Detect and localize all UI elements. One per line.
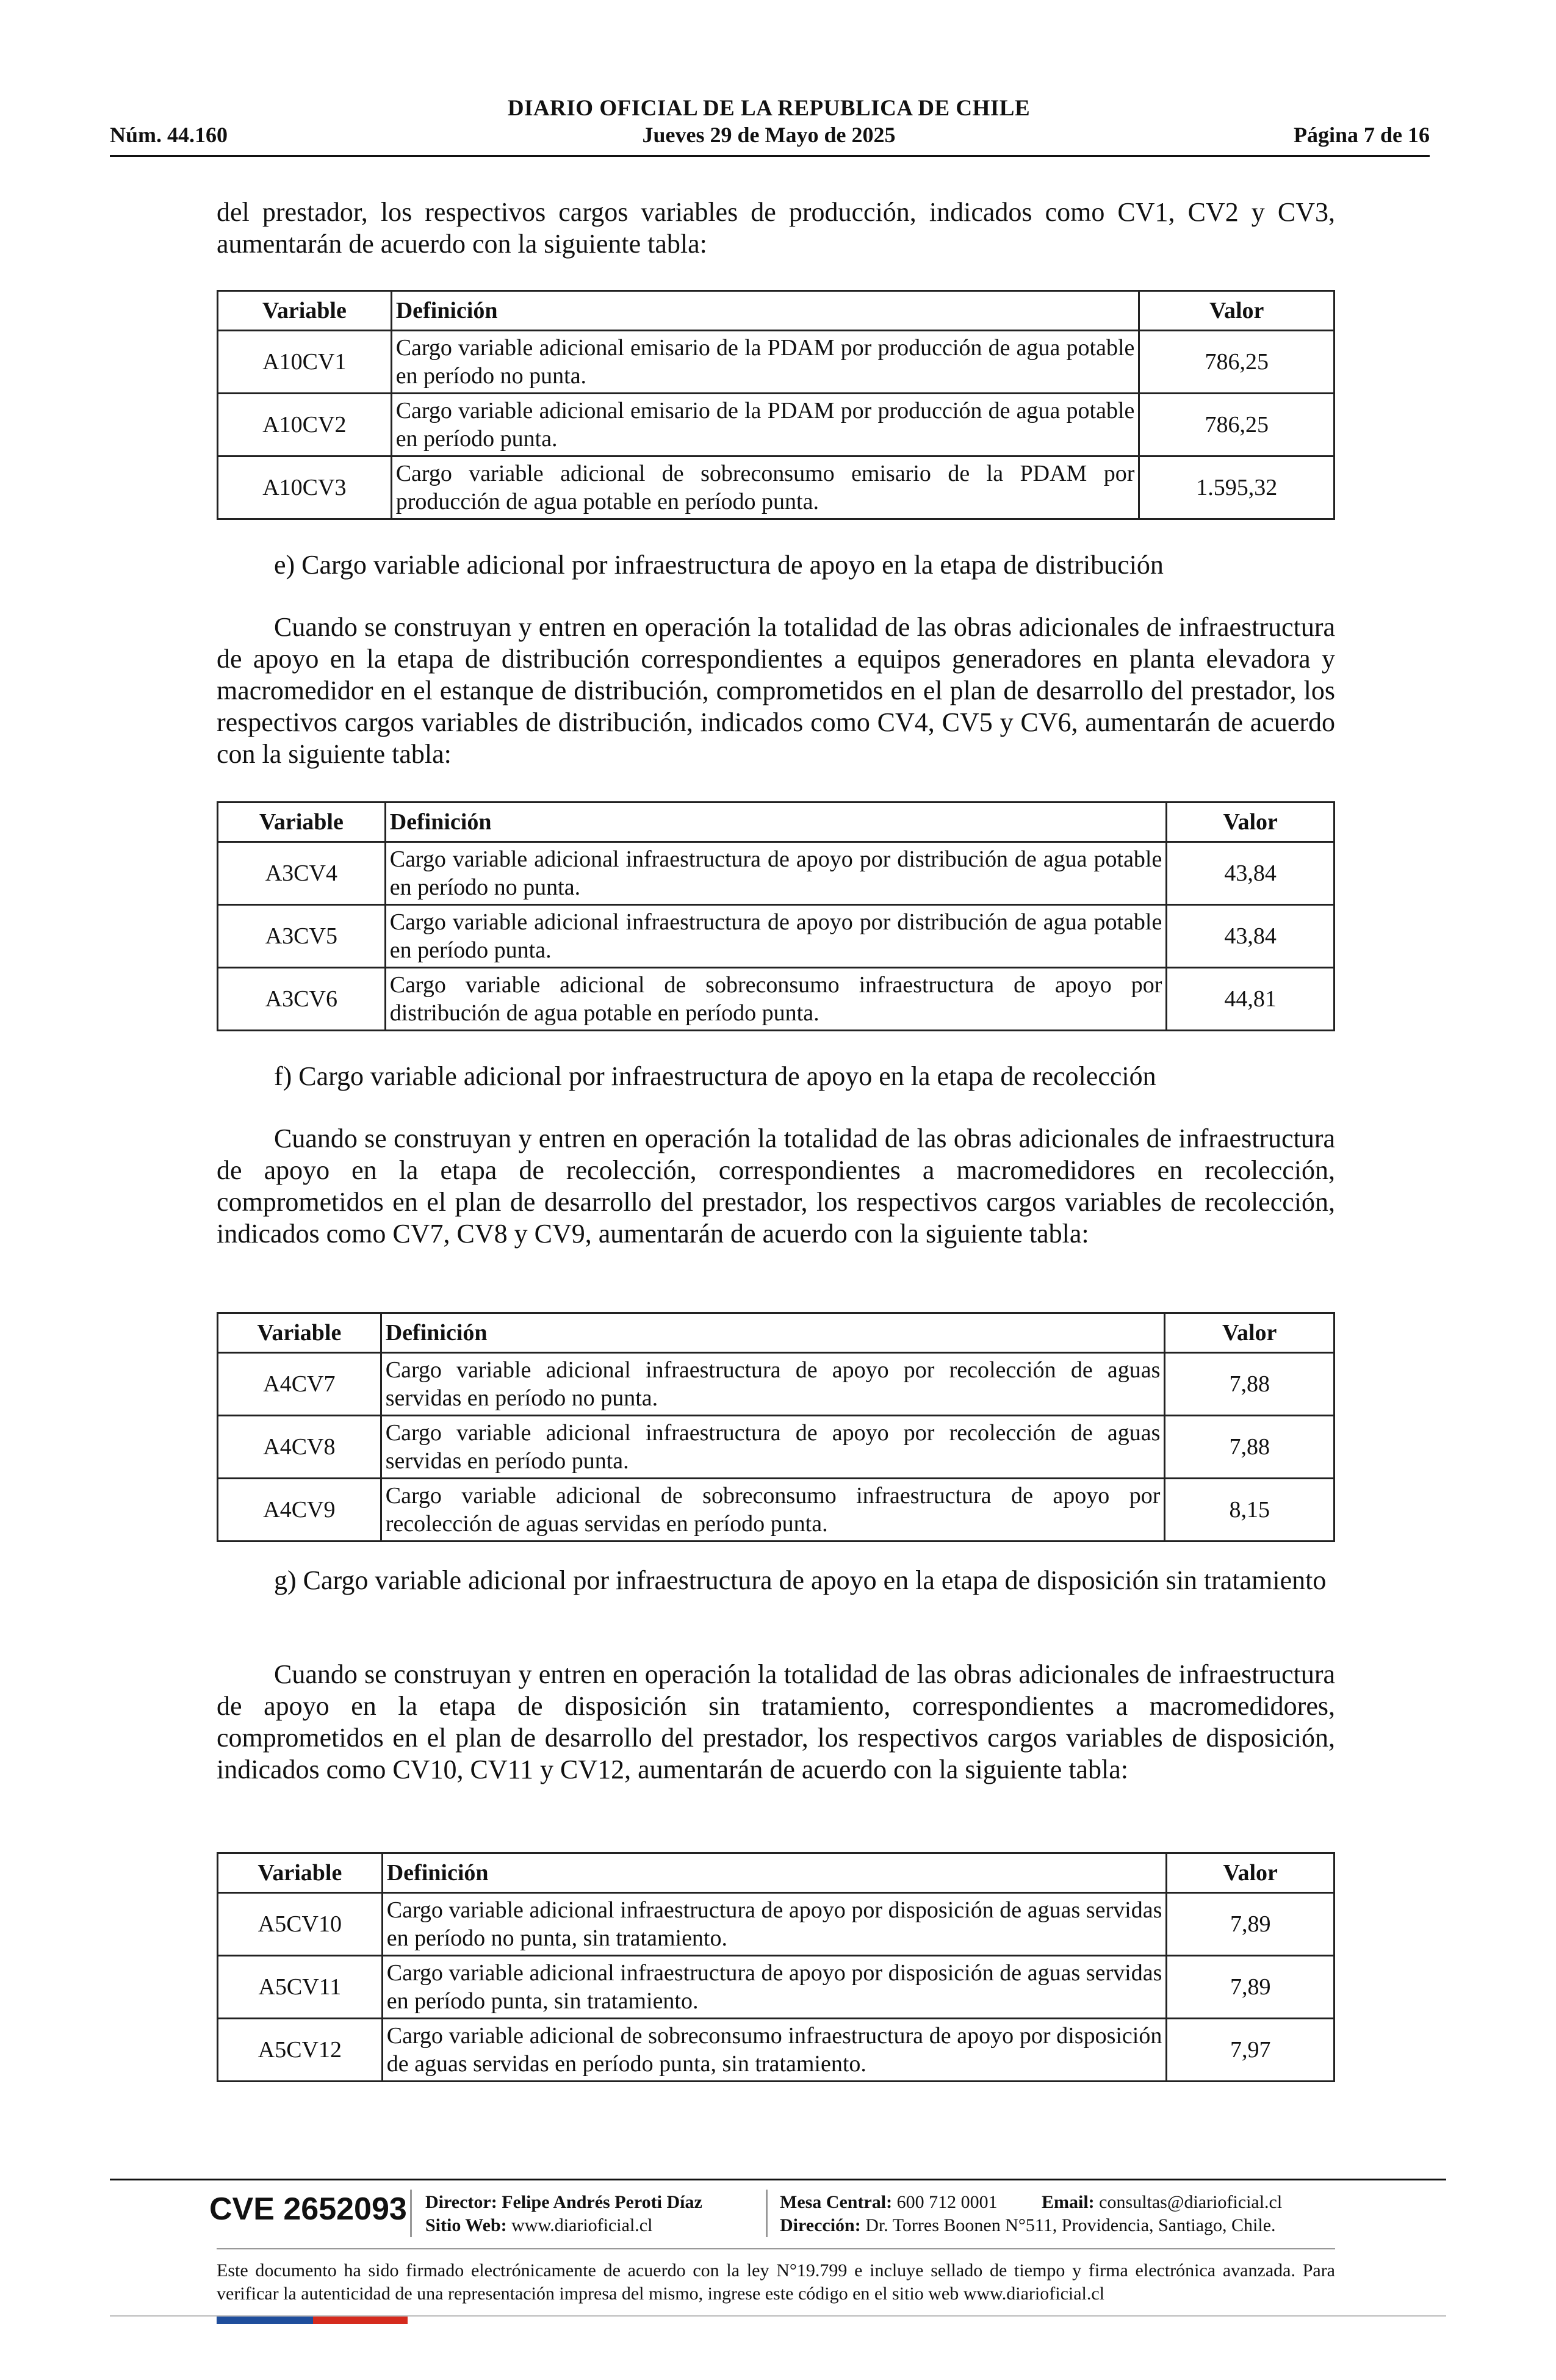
cell-definicion: Cargo variable adicional de sobreconsumo infraestructura de apoyo por recolección de aguas servidas en período punta. xyxy=(381,1479,1165,1542)
website-label: Sitio Web: xyxy=(425,2215,507,2235)
cell-variable: A10CV1 xyxy=(218,331,392,394)
table-disposicion xyxy=(217,1852,1335,2082)
section-e-heading: e) Cargo variable adicional por infraestructura de apoyo en la etapa de distribución xyxy=(274,550,1164,580)
column-header-definicion: Definición xyxy=(391,291,1139,331)
column-header-valor: Valor xyxy=(1167,802,1334,842)
mesa-label: Mesa Central: xyxy=(780,2192,893,2212)
email-link[interactable]: consultas@diarioficial.cl xyxy=(1099,2192,1283,2212)
header-divider xyxy=(110,155,1430,157)
section-f-paragraph: Cuando se construyan y entren en operación la totalidad de las obras adicionales de infraestructura de apoyo en la etapa de recolección, correspondientes a macromedidores en recolección, comprometidos en el plan de desarrollo del prestador, los respectivos cargos variables de recolección, indicados como CV7, CV8 y CV9, aumentarán de acuerdo con la siguiente tabla: xyxy=(217,1123,1335,1249)
cell-variable: A10CV2 xyxy=(218,394,392,456)
cell-valor: 786,25 xyxy=(1139,331,1334,394)
table-row xyxy=(218,331,1334,394)
cell-definicion: Cargo variable adicional infraestructura de apoyo por recolección de aguas servidas en período no punta. xyxy=(381,1353,1165,1416)
cell-variable: A10CV3 xyxy=(218,456,392,519)
table-row xyxy=(218,905,1334,968)
cell-valor: 43,84 xyxy=(1167,842,1334,905)
cell-valor: 7,89 xyxy=(1167,1893,1334,1956)
table-row xyxy=(218,1416,1334,1479)
column-header-variable: Variable xyxy=(218,1313,381,1353)
cell-definicion: Cargo variable adicional infraestructura de apoyo por recolección de aguas servidas en período punta. xyxy=(381,1416,1165,1479)
table-row xyxy=(218,1353,1334,1416)
cell-variable: A5CV11 xyxy=(218,1956,383,2019)
cell-variable: A4CV9 xyxy=(218,1479,381,1542)
table-recoleccion xyxy=(217,1312,1335,1542)
column-header-valor: Valor xyxy=(1139,291,1334,331)
cell-variable: A3CV6 xyxy=(218,968,386,1031)
cell-definicion: Cargo variable adicional infraestructura de apoyo por disposición de aguas servidas en período no punta, sin tratamiento. xyxy=(382,1893,1167,1956)
section-f-heading: f) Cargo variable adicional por infraestructura de apoyo en la etapa de recolección xyxy=(274,1061,1156,1091)
cell-valor: 1.595,32 xyxy=(1139,456,1334,519)
column-header-variable: Variable xyxy=(218,802,386,842)
cell-definicion: Cargo variable adicional de sobreconsumo infraestructura de apoyo por distribución de agua potable en período punta. xyxy=(385,968,1167,1031)
table-row xyxy=(218,842,1334,905)
footer-website xyxy=(425,2214,652,2237)
cell-definicion: Cargo variable adicional emisario de la PDAM por producción de agua potable en período punta. xyxy=(391,394,1139,456)
column-header-definicion: Definición xyxy=(381,1313,1165,1353)
issue-date: Jueves 29 de Mayo de 2025 xyxy=(642,123,896,147)
cell-variable: A5CV12 xyxy=(218,2019,383,2082)
address-value: Dr. Torres Boonen N°511, Providencia, Santiago, Chile. xyxy=(865,2215,1276,2235)
section-g-paragraph: Cuando se construyan y entren en operación la totalidad de las obras adicionales de infraestructura de apoyo en la etapa de disposición sin tratamiento, correspondientes a macromedidores, comprometidos en el plan de desarrollo del prestador, los respectivos cargos variables de disposición, indicados como CV10, CV11 y CV12, aumentarán de acuerdo con la siguiente tabla: xyxy=(217,1659,1335,1784)
director-name: Felipe Andrés Peroti Díaz xyxy=(502,2192,702,2212)
cell-valor: 43,84 xyxy=(1167,905,1334,968)
mesa-phone: 600 712 0001 xyxy=(896,2192,998,2212)
cell-valor: 786,25 xyxy=(1139,394,1334,456)
page-number: Página 7 de 16 xyxy=(1293,123,1430,147)
column-header-valor: Valor xyxy=(1167,1853,1334,1893)
section-e-paragraph: Cuando se construyan y entren en operación la totalidad de las obras adicionales de infraestructura de apoyo en la etapa de distribución correspondientes a equipos generadores en planta elevadora y macromedidor en el estanque de distribución, comprometidos en el plan de desarrollo del prestador, los respectivos cargos variables de distribución, indicados como CV4, CV5 y CV6, aumentarán de acuerdo con la siguiente tabla: xyxy=(217,612,1335,769)
cve-code: CVE 2652093 xyxy=(209,2191,407,2227)
table-row xyxy=(218,968,1334,1031)
cell-valor: 7,97 xyxy=(1167,2019,1334,2082)
legal-notice: Este documento ha sido firmado electrónicamente de acuerdo con la ley N°19.799 e incluye sellado de tiempo y firma electrónica avanzada. Para verificar la autenticidad de una representación impresa del mismo, ingrese este código en el sitio web www.diarioficial.cl xyxy=(217,2260,1335,2304)
cell-variable: A4CV8 xyxy=(218,1416,381,1479)
cell-valor: 7,88 xyxy=(1165,1353,1334,1416)
footer-address xyxy=(780,2214,1276,2237)
footer-top-divider xyxy=(110,2179,1446,2180)
column-header-variable: Variable xyxy=(218,291,392,331)
column-header-definicion: Definición xyxy=(385,802,1167,842)
footer-email xyxy=(1042,2191,1282,2214)
table-row xyxy=(218,1479,1334,1542)
table-row xyxy=(218,2019,1334,2082)
newspaper-title: DIARIO OFICIAL DE LA REPUBLICA DE CHILE xyxy=(507,96,1031,121)
cell-variable: A4CV7 xyxy=(218,1353,381,1416)
section-g-heading: g) Cargo variable adicional por infraestructura de apoyo en la etapa de disposición sin tratamiento xyxy=(274,1565,1327,1595)
cell-definicion: Cargo variable adicional infraestructura de apoyo por disposición de aguas servidas en período punta, sin tratamiento. xyxy=(382,1956,1167,2019)
table-row xyxy=(218,456,1334,519)
table-row xyxy=(218,1956,1334,2019)
website-link[interactable]: www.diarioficial.cl xyxy=(511,2215,653,2235)
cell-valor: 44,81 xyxy=(1167,968,1334,1031)
table-row xyxy=(218,1893,1334,1956)
cell-valor: 7,88 xyxy=(1165,1416,1334,1479)
cell-valor: 8,15 xyxy=(1165,1479,1334,1542)
cell-variable: A5CV10 xyxy=(218,1893,383,1956)
cell-definicion: Cargo variable adicional emisario de la PDAM por producción de agua potable en período no punta. xyxy=(391,331,1139,394)
column-header-definicion: Definición xyxy=(382,1853,1167,1893)
footer-inner-divider xyxy=(217,2248,1335,2249)
flag-stripe-red xyxy=(313,2317,408,2324)
cell-definicion: Cargo variable adicional de sobreconsumo emisario de la PDAM por producción de agua potable en período punta. xyxy=(391,456,1139,519)
director-label: Director: xyxy=(425,2192,497,2212)
cell-variable: A3CV5 xyxy=(218,905,386,968)
intro-paragraph: del prestador, los respectivos cargos variables de producción, indicados como CV1, CV2 y CV3, aumentarán de acuerdo con la siguiente tabla: xyxy=(217,197,1335,259)
footer-mesa xyxy=(780,2191,998,2214)
table-produccion xyxy=(217,290,1335,520)
column-header-variable: Variable xyxy=(218,1853,383,1893)
email-label: Email: xyxy=(1042,2192,1095,2212)
address-label: Dirección: xyxy=(780,2215,861,2235)
flag-stripe-blue xyxy=(217,2317,313,2324)
cell-variable: A3CV4 xyxy=(218,842,386,905)
table-row xyxy=(218,394,1334,456)
footer-director xyxy=(425,2191,702,2214)
footer-separator xyxy=(766,2190,768,2237)
cell-definicion: Cargo variable adicional de sobreconsumo infraestructura de apoyo por disposición de aguas servidas en período punta, sin tratamiento. xyxy=(382,2019,1167,2082)
cell-definicion: Cargo variable adicional infraestructura de apoyo por distribución de agua potable en período no punta. xyxy=(385,842,1167,905)
cell-definicion: Cargo variable adicional infraestructura de apoyo por distribución de agua potable en período punta. xyxy=(385,905,1167,968)
footer-separator xyxy=(410,2190,412,2237)
table-distribucion xyxy=(217,801,1335,1031)
cell-valor: 7,89 xyxy=(1167,1956,1334,2019)
column-header-valor: Valor xyxy=(1165,1313,1334,1353)
issue-number: Núm. 44.160 xyxy=(110,123,228,147)
